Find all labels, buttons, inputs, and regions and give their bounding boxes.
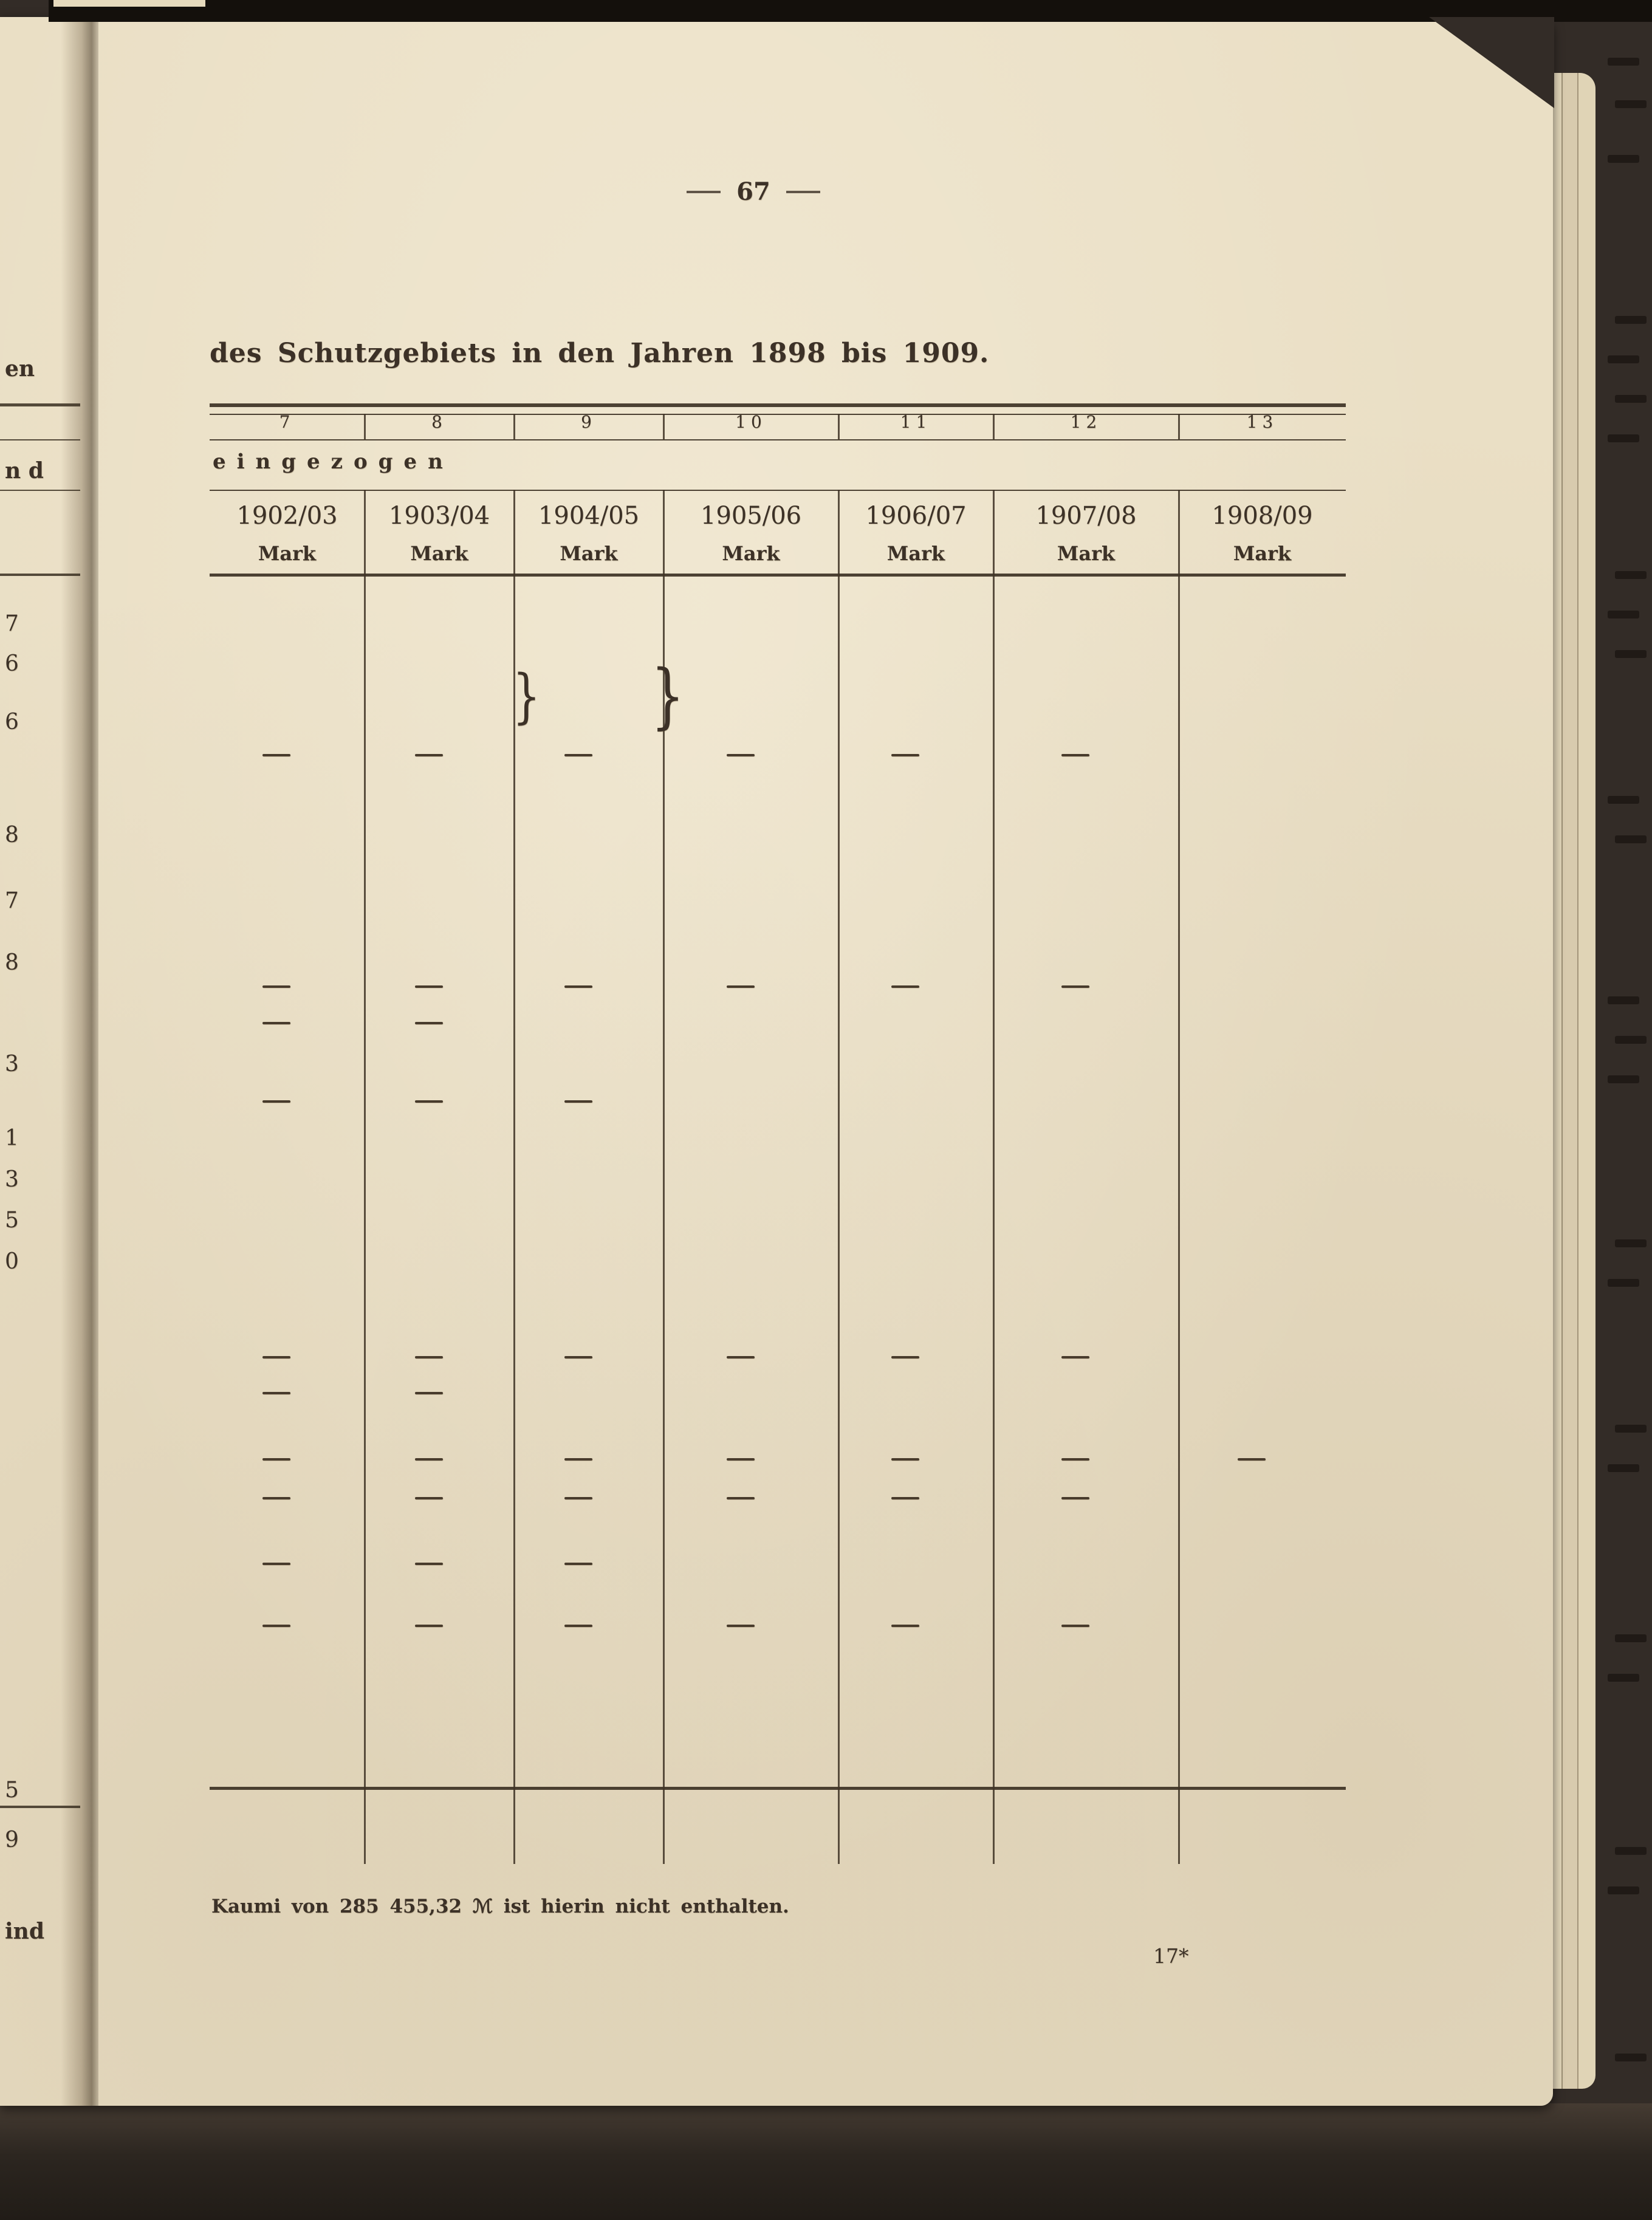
margin-fragment: 5 — [5, 1778, 19, 1803]
table-cell-dash — [262, 985, 290, 988]
table-rule — [210, 439, 1346, 440]
margin-fragment: 3 — [5, 1167, 19, 1192]
table-cell-dash — [727, 1625, 755, 1627]
page-number-dash — [786, 191, 820, 193]
column-number: 9 — [581, 412, 597, 432]
table-cell-dash — [1061, 1458, 1089, 1461]
table-cell-dash — [415, 1356, 443, 1358]
table-rule — [210, 403, 1346, 407]
table-vrule — [1178, 414, 1180, 439]
column-number: 7 — [279, 412, 295, 432]
table-cell-dash — [415, 1458, 443, 1461]
table-cell-dash — [891, 754, 919, 756]
table-cell-dash — [415, 1022, 443, 1024]
margin-fragment: 1 — [5, 1126, 19, 1151]
year-header: 1906/07 — [865, 502, 967, 530]
table-cell-dash — [564, 1497, 592, 1499]
table-vrule — [663, 414, 665, 439]
table-cell-dash — [1061, 1356, 1089, 1358]
table-cell-dash — [564, 1563, 592, 1565]
signature-mark: 17* — [1153, 1944, 1189, 1968]
page-number-dash — [687, 191, 721, 193]
year-header: 1902/03 — [236, 502, 338, 530]
margin-rule-fragment — [0, 490, 80, 491]
table-cell-dash — [262, 1563, 290, 1565]
table-cell-dash — [1061, 1497, 1089, 1499]
table-vrule — [364, 414, 366, 439]
column-number: 13 — [1246, 412, 1278, 432]
margin-fragment: n d — [5, 458, 44, 484]
section-label: eingezogen — [213, 450, 454, 474]
margin-fragment: en — [5, 356, 35, 382]
table-cell-dash — [564, 754, 592, 756]
margin-fragment: 6 — [5, 651, 19, 676]
table-cell-dash — [564, 1458, 592, 1461]
table-rule — [210, 490, 1346, 491]
margin-rule-fragment — [0, 1806, 80, 1808]
year-header: 1907/08 — [1035, 502, 1137, 530]
table-rule — [210, 414, 1346, 415]
table-cell-dash — [415, 754, 443, 756]
table-cell-dash — [727, 1497, 755, 1499]
table-cell-dash — [891, 1497, 919, 1499]
table-cell-dash — [415, 1497, 443, 1499]
page-number-row — [656, 177, 851, 206]
brace-icon: } — [651, 655, 685, 737]
table-cell-dash — [262, 1497, 290, 1499]
table-cell-dash — [1061, 754, 1089, 756]
table-cell-dash — [262, 1625, 290, 1627]
table-cell-dash — [415, 1392, 443, 1394]
margin-fragment: 3 — [5, 1052, 19, 1077]
unit-label: Mark — [1057, 542, 1116, 565]
table-cell-dash — [415, 985, 443, 988]
table-rule — [210, 1787, 1346, 1790]
table-rule — [210, 574, 1346, 577]
table-cell-dash — [415, 1100, 443, 1103]
margin-fragment: 7 — [5, 888, 19, 913]
table-cell-dash — [415, 1563, 443, 1565]
margin-fragment: ind — [5, 1919, 45, 1944]
unit-label: Mark — [886, 542, 945, 565]
table-cell-dash — [262, 1100, 290, 1103]
page-title: des Schutzgebiets in den Jahren 1898 bis 1909. — [210, 338, 990, 369]
table-vrule — [1178, 490, 1180, 1864]
table-cell-dash — [262, 1392, 290, 1394]
table-vrule — [364, 490, 366, 1864]
table-cell-dash — [564, 985, 592, 988]
table-cell-dash — [727, 985, 755, 988]
table-vrule — [993, 490, 995, 1864]
margin-fragment: 5 — [5, 1208, 19, 1233]
unit-label: Mark — [1233, 542, 1292, 565]
unit-label: Mark — [722, 542, 780, 565]
column-number: 8 — [431, 412, 447, 432]
year-header: 1908/09 — [1212, 502, 1313, 530]
margin-fragment: 0 — [5, 1249, 19, 1274]
table-cell-dash — [262, 1022, 290, 1024]
margin-fragment: 6 — [5, 710, 19, 735]
table-cell-dash — [891, 1625, 919, 1627]
column-number: 11 — [900, 412, 932, 432]
column-number: 12 — [1070, 412, 1102, 432]
margin-rule-fragment — [0, 403, 80, 406]
unit-label: Mark — [560, 542, 618, 565]
table-vrule — [838, 490, 840, 1864]
year-header: 1903/04 — [388, 502, 490, 530]
margin-rule-fragment — [0, 574, 80, 576]
table-cell-dash — [891, 985, 919, 988]
footnote: Kaumi von 285 455,32 ℳ ist hierin nicht enthalten. — [211, 1896, 789, 1917]
table-cell-dash — [727, 1356, 755, 1358]
year-header: 1905/06 — [700, 502, 802, 530]
table-vrule — [838, 414, 840, 439]
margin-fragment: 8 — [5, 823, 19, 848]
table-cell-dash — [891, 1458, 919, 1461]
table-cell-dash — [564, 1356, 592, 1358]
column-number: 10 — [735, 412, 767, 432]
year-header: 1904/05 — [538, 502, 640, 530]
table-cell-dash — [262, 1356, 290, 1358]
unit-label: Mark — [410, 542, 468, 565]
table-cell-dash — [1061, 1625, 1089, 1627]
margin-fragment: 8 — [5, 950, 19, 975]
table-cell-dash — [564, 1100, 592, 1103]
margin-fragment: 9 — [5, 1828, 19, 1852]
unit-label: Mark — [258, 542, 317, 565]
margin-fragment: 7 — [5, 611, 19, 636]
table-cell-dash — [564, 1625, 592, 1627]
table-cell-dash — [1238, 1458, 1266, 1461]
margin-rule-fragment — [0, 439, 80, 440]
table-cell-dash — [727, 754, 755, 756]
table-vrule — [513, 414, 515, 439]
table-cell-dash — [262, 754, 290, 756]
brace-icon: } — [512, 662, 541, 730]
table-cell-dash — [727, 1458, 755, 1461]
table-cell-dash — [891, 1356, 919, 1358]
table-vrule — [993, 414, 995, 439]
table-cell-dash — [262, 1458, 290, 1461]
table-cell-dash — [1061, 985, 1089, 988]
page-number: 67 — [736, 177, 770, 206]
table-cell-dash — [415, 1625, 443, 1627]
